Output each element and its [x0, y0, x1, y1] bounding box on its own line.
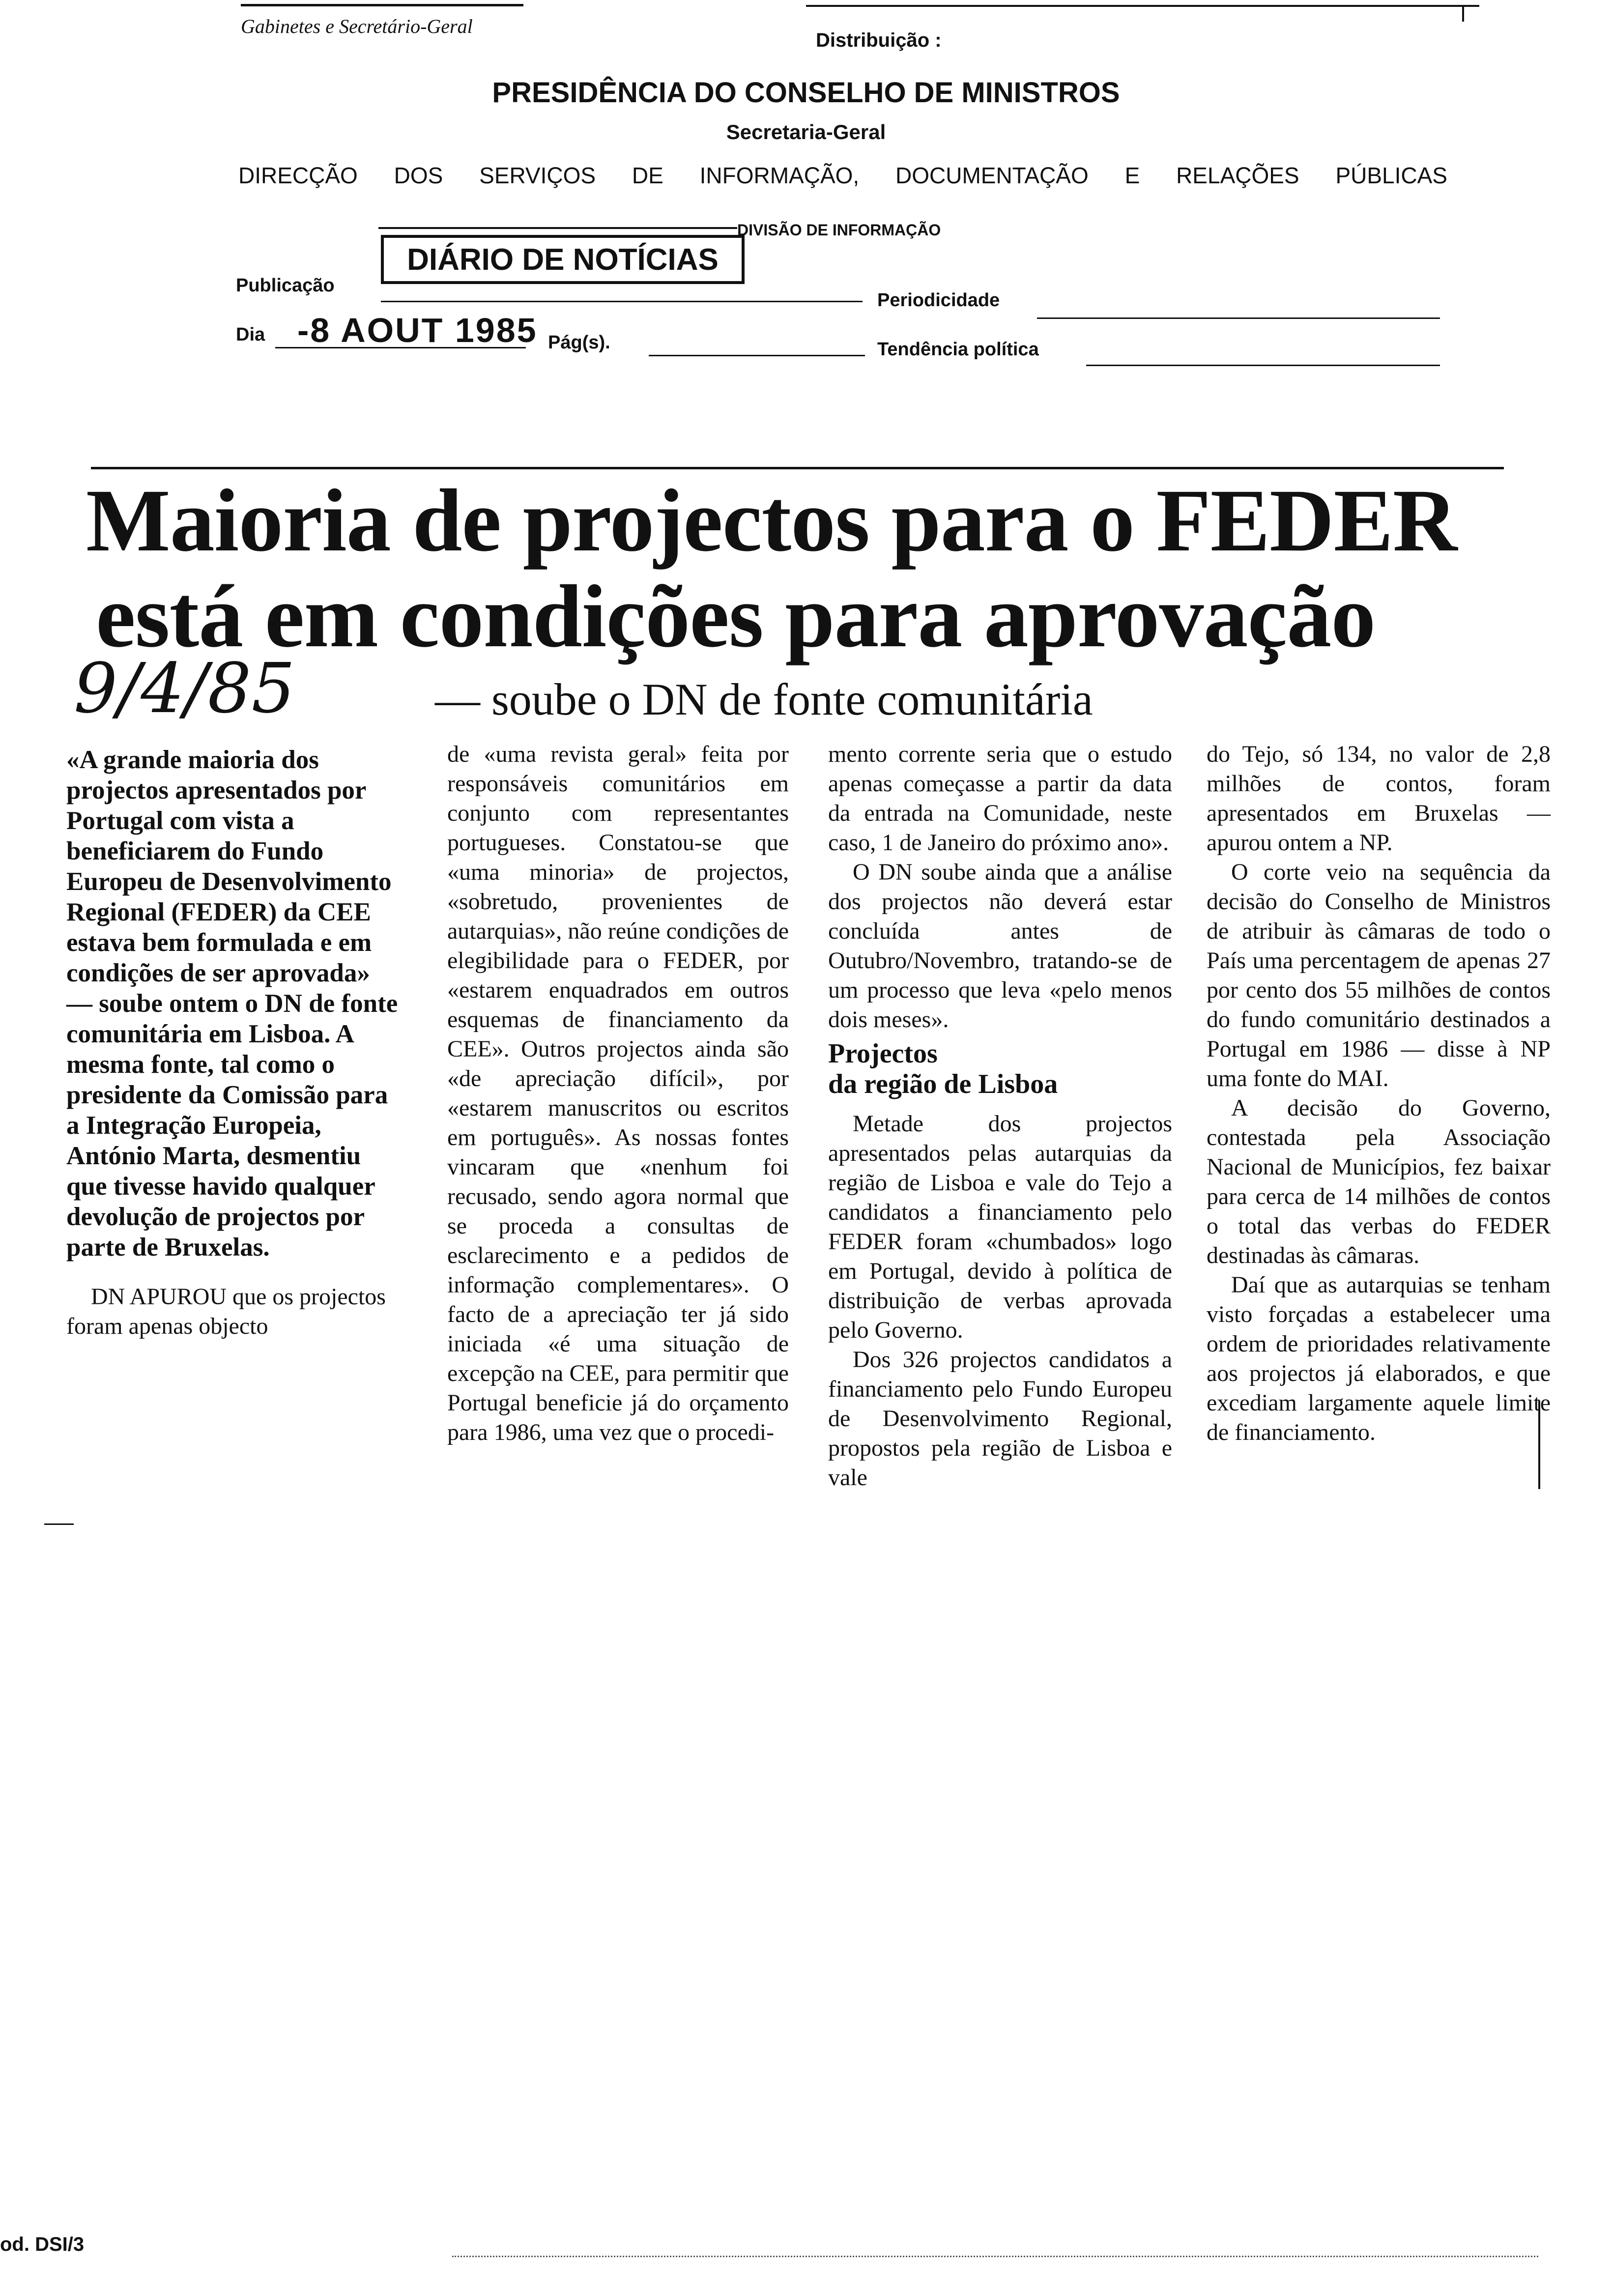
- subheadline: — soube o DN de fonte comunitária: [435, 674, 1093, 724]
- publication-label: Publicação: [236, 275, 335, 296]
- distribution-label: Distribuição :: [816, 29, 942, 51]
- day-label: Dia: [236, 324, 265, 345]
- margin-mark: [1538, 1401, 1540, 1489]
- directorate-line: [238, 162, 1447, 189]
- body-paragraph: Metade dos projectos apresentados pelas autarquias da região de Lisboa e vale do Tejo a candidatos a financiamento pelo FEDER foram «chumbados» logo em Portugal, devido à política de distribuição de verbas aprovada pelo Governo.: [828, 1111, 1172, 1343]
- distribution-tick: [1462, 5, 1464, 22]
- division-label: DIVISÃO DE INFORMAÇÃO: [737, 221, 941, 239]
- handwritten-note: 9/4/85: [74, 649, 295, 729]
- body-paragraph: Daí que as autarquias se tenham visto forçadas a estabelecer uma ordem de prioridades relativamente aos projectos já elaborados, e que excediam largamente aquele limite de financiamento.: [1207, 1272, 1551, 1445]
- tendency-label: Tendência política: [877, 339, 1039, 360]
- directorate-word: DIRECÇÃO: [238, 163, 358, 188]
- periodicity-label: Periodicidade: [877, 290, 1000, 311]
- body-paragraph: O DN soube ainda que a análise dos projectos não deverá estar concluída antes de Outubro/Novembro, tratando-se de um processo que leva «pelo menos dois meses».: [828, 859, 1172, 1033]
- publication-underline: [381, 301, 863, 302]
- department-label: Gabinetes e Secretário-Geral: [241, 15, 473, 37]
- division-rule: [378, 227, 737, 229]
- section-subheading-line: Projectos: [828, 1038, 938, 1069]
- article-column-2: [447, 740, 789, 1447]
- article-column-3: [828, 740, 1172, 1492]
- publication-stamp: DIÁRIO DE NOTÍCIAS: [381, 235, 745, 284]
- pages-label: Pág(s).: [548, 332, 610, 353]
- directorate-word: DOS: [394, 163, 443, 188]
- body-paragraph: DN APUROU que os projectos foram apenas objecto: [66, 1284, 386, 1339]
- body-paragraph: mento corrente seria que o estudo apenas começasse a partir da data da entrada na Comunidade, neste caso, 1 de Janeiro do próximo ano».: [828, 741, 1172, 856]
- article-column-1: [66, 745, 401, 1341]
- directorate-word: INFORMAÇÃO,: [699, 163, 860, 188]
- body-paragraph: do Tejo, só 134, no valor de 2,8 milhões de contos, foram apresentados em Bruxelas — apurou ontem a NP.: [1207, 741, 1551, 856]
- column-end-rule: [44, 1523, 74, 1525]
- article-column-4: [1207, 740, 1551, 1447]
- body-paragraph: O corte veio na sequência da decisão do Conselho de Ministros de atribuir às câmaras de todo o País uma percentagem de apenas 27 por cento dos 55 milhões de contos do fundo comunitário destinados a Portugal em 1986 — disse à NP uma fonte do MAI.: [1207, 859, 1551, 1091]
- directorate-word: PÚBLICAS: [1335, 163, 1447, 188]
- body-paragraph: A decisão do Governo, contestada pela Associação Nacional de Municípios, fez baixar para cerca de 14 milhões de contos o total das verbas do FEDER destinadas às câmaras.: [1207, 1095, 1551, 1268]
- org-subtitle: Secretaria-Geral: [726, 120, 886, 144]
- date-stamp: -8 AOUT 1985: [297, 311, 538, 349]
- distribution-rule: [806, 5, 1479, 7]
- directorate-word: RELAÇÕES: [1176, 163, 1299, 188]
- form-code: od. DSI/3: [0, 2234, 85, 2255]
- tendency-underline: [1086, 365, 1440, 366]
- body-paragraph: de «uma revista geral» feita por responsáveis comunitários em conjunto com representantes portugueses. Constatou-se que «uma minoria» de projectos, «sobretudo, provenientes de autarquias», não reúne condições de elegibilidade para o FEDER, por «estarem enquadrados em outros esquemas de financiamento da CEE». Outros projectos ainda são «de apreciação difícil», por «estarem manuscritos ou escritos em português». As nossas fontes vincaram que «nenhum foi recusado, sendo agora normal que se proceda a consultas de esclarecimento e a pedidos de informação complementares». O facto de a apreciação ter já sido iniciada «é uma situação de excepção na CEE, para permitir que Portugal beneficie já do orçamento para 1986, uma vez que o procedi-: [447, 741, 789, 1445]
- directorate-word: E: [1124, 163, 1140, 188]
- footer-dotted-rule: [452, 2256, 1538, 2257]
- section-subheading: [828, 1038, 1172, 1099]
- section-subheading-line: da região de Lisboa: [828, 1069, 1058, 1099]
- top-left-rule: [241, 4, 523, 6]
- headline-line-1: Maioria de projectos para o FEDER: [86, 471, 1457, 570]
- periodicity-underline: [1037, 317, 1440, 319]
- directorate-word: DOCUMENTAÇÃO: [895, 163, 1089, 188]
- body-paragraph: Dos 326 projectos candidatos a financiamento pelo Fundo Europeu de Desenvolvimento Regional, propostos pela região de Lisboa e vale: [828, 1347, 1172, 1491]
- lead-paragraph: «A grande maioria dos projectos apresentados por Portugal com vista a beneficiarem do Fundo Europeu de Desenvolvimento Regional (FEDER) da CEE estava bem formulada e em condições de ser aprovada» — soube ontem o DN de fonte comunitária em Lisboa. A mesma fonte, tal como o presidente da Comissão para a Integração Europeia, António Marta, desmentiu que tivesse havido qualquer devolução de projectos por parte de Bruxelas.: [66, 746, 398, 1262]
- directorate-word: DE: [632, 163, 663, 188]
- directorate-word: SERVIÇOS: [479, 163, 596, 188]
- headline-line-2: está em condições para aprovação: [96, 567, 1376, 666]
- pages-underline: [649, 355, 865, 356]
- org-title: PRESIDÊNCIA DO CONSELHO DE MINISTROS: [492, 77, 1120, 109]
